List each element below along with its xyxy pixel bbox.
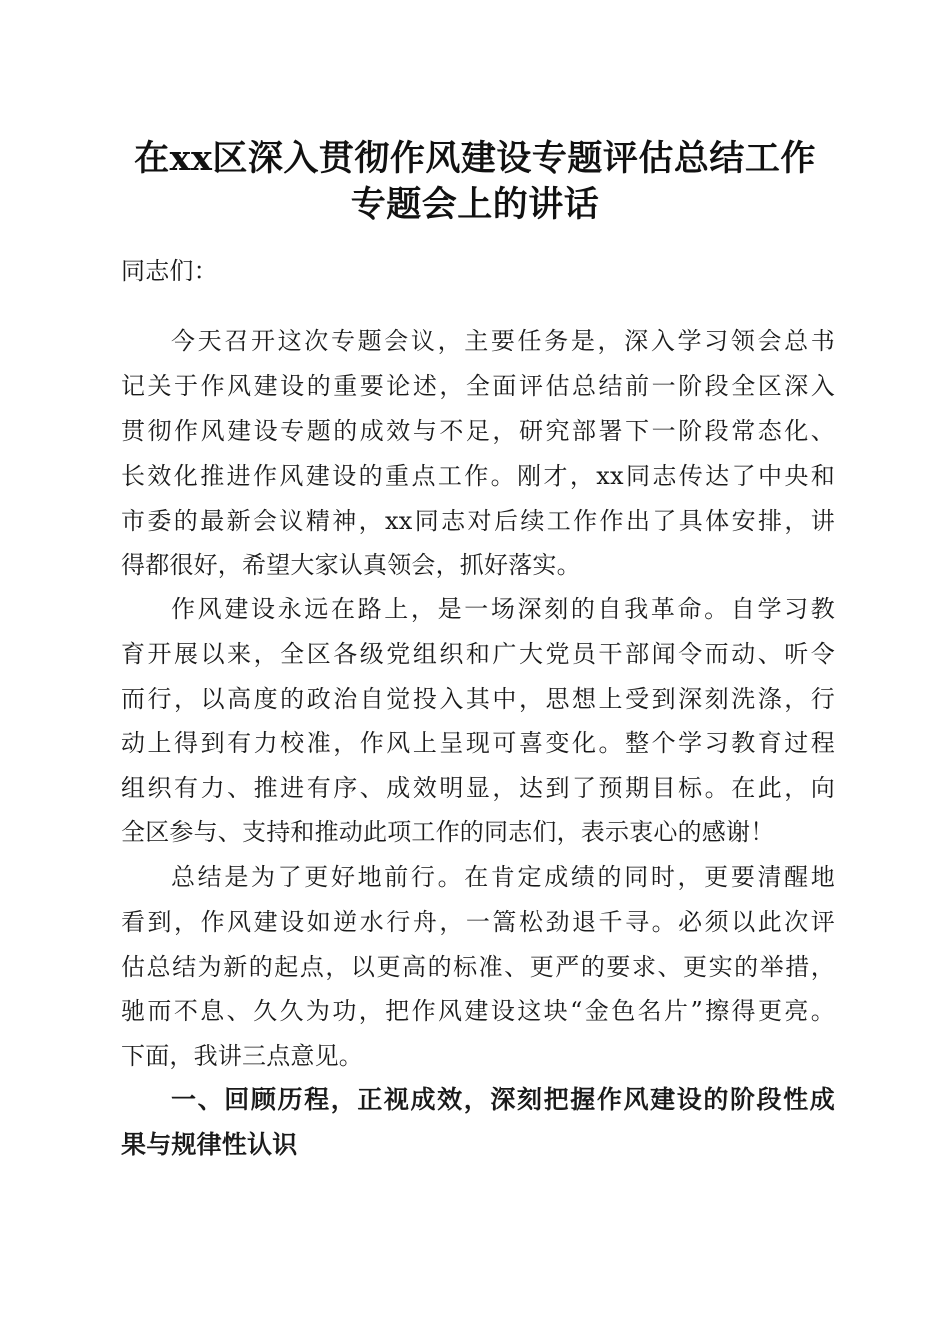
- section-heading-1-line-1: 一、回顾历程，正视成效，深刻把握作风建设的阶段性成: [171, 1085, 835, 1114]
- paragraph-1-line-6: 得都很好，希望大家认真领会，抓好落实。: [121, 551, 581, 579]
- paragraph-2-line-4: 动上得到有力校准，作风上呈现可喜变化。整个学习教育过程: [121, 729, 835, 757]
- paragraph-2-line-5: 组织有力、推进有序、成效明显，达到了预期目标。在此，向: [121, 774, 835, 802]
- paragraph-1-line-1: 今天召开这次专题会议，主要任务是，深入学习领会总书: [171, 327, 835, 355]
- paragraph-3-line-5: 下面，我讲三点意见。: [121, 1042, 363, 1070]
- paragraph-2-line-3: 而行，以高度的政治自觉投入其中，思想上受到深刻洗涤，行: [121, 685, 835, 713]
- document-title-line-2: 专题会上的讲话: [350, 184, 600, 225]
- paragraph-3-line-4: 驰而不息、久久为功，把作风建设这块“金色名片”擦得更亮。: [121, 997, 835, 1025]
- paragraph-1-line-2: 记关于作风建设的重要论述，全面评估总结前一阶段全区深入: [121, 372, 835, 400]
- paragraph-2-line-2: 育开展以来，全区各级党组织和广大党员干部闻令而动、听令: [121, 640, 835, 668]
- paragraph-2-line-1: 作风建设永远在路上，是一场深刻的自我革命。自学习教: [171, 595, 835, 623]
- paragraph-1-line-4: 长效化推进作风建设的重点工作。刚才，xx同志传达了中央和: [121, 462, 835, 490]
- paragraph-3-line-3: 估总结为新的起点，以更高的标准、更严的要求、更实的举措，: [121, 953, 835, 981]
- section-heading-1-line-2: 果与规律性认识: [121, 1130, 298, 1159]
- paragraph-3-line-2: 看到，作风建设如逆水行舟，一篙松劲退千寻。必须以此次评: [121, 908, 835, 936]
- paragraph-3-line-1: 总结是为了更好地前行。在肯定成绩的同时，更要清醒地: [171, 863, 835, 891]
- paragraph-1-line-3: 贯彻作风建设专题的成效与不足，研究部署下一阶段常态化、: [121, 417, 835, 445]
- salutation: 同志们：: [121, 257, 218, 285]
- paragraph-1-line-5: 市委的最新会议精神，xx同志对后续工作作出了具体安排，讲: [121, 507, 835, 535]
- document-title-line-1: 在xx区深入贯彻作风建设专题评估总结工作: [134, 138, 816, 179]
- paragraph-2-line-6: 全区参与、支持和推动此项工作的同志们，表示衷心的感谢！: [121, 818, 775, 846]
